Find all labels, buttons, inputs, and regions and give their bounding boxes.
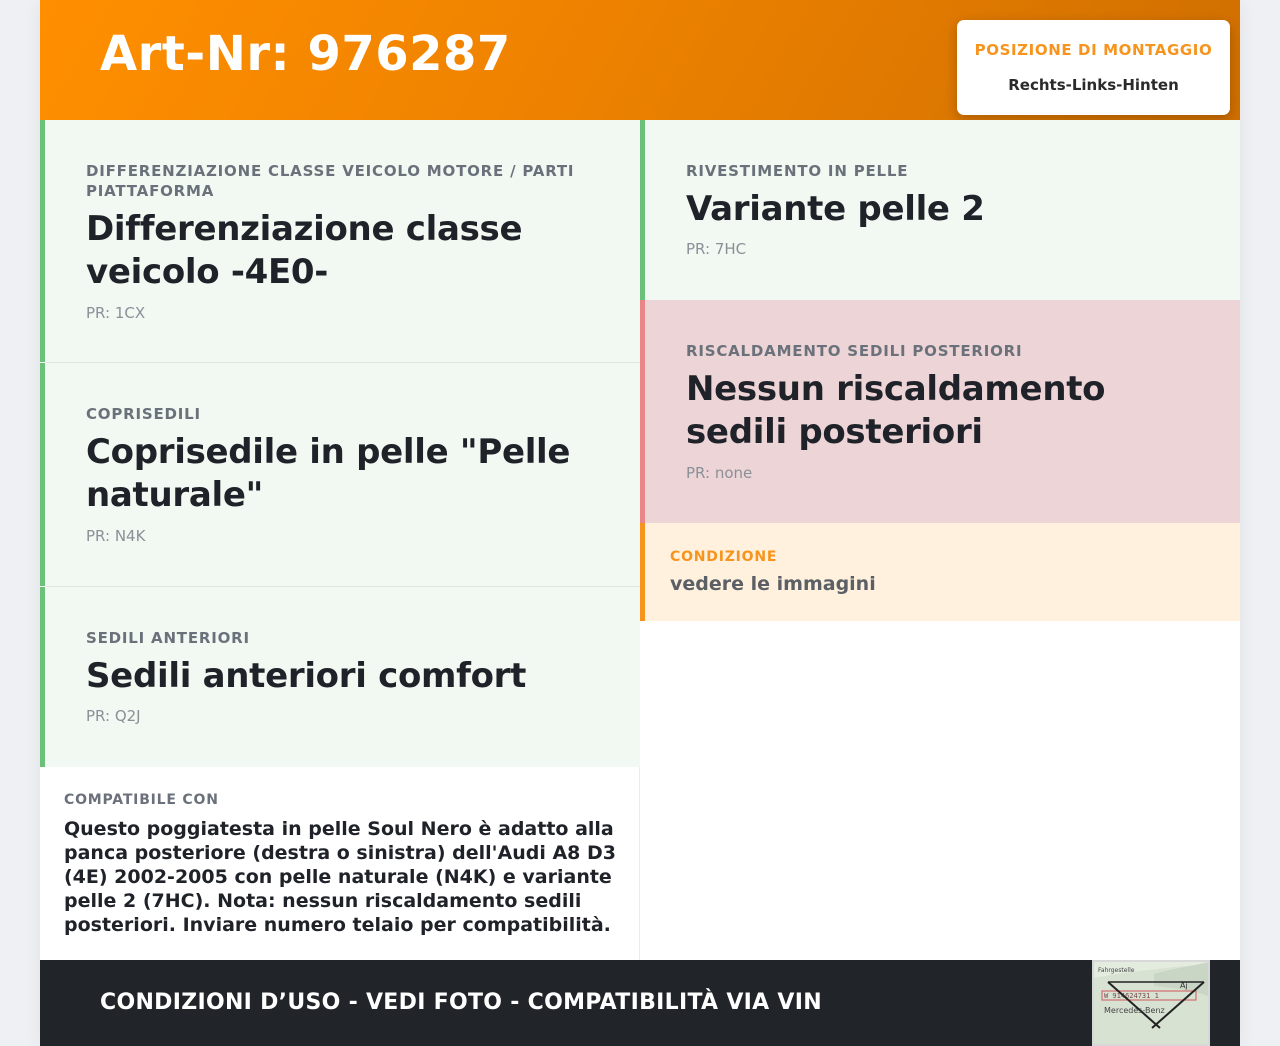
compatibility-label: COMPATIBILE CON (64, 792, 219, 808)
mounting-position-value: Rechts-Links-Hinten (1008, 76, 1179, 94)
vin-plate-heading: Fahrgestelle (1098, 967, 1135, 974)
spec-card-leather-trim (640, 120, 1240, 300)
spec-card-title: Sedili anteriori comfort (86, 656, 527, 696)
spec-card-pr-code: PR: 7HC (686, 240, 747, 258)
spec-card-pr-code: PR: Q2J (86, 707, 141, 725)
mounting-position-title: POSIZIONE DI MONTAGGIO (974, 41, 1213, 59)
footer-text: CONDIZIONI D’USO - VEDI FOTO - COMPATIBILITÀ VIA VIN (100, 990, 822, 1015)
mounting-position-card (957, 20, 1230, 115)
spec-card-rear-seat-heating (640, 300, 1240, 523)
spec-card-title: Differenziazione classe veicolo -4E0- (86, 209, 523, 292)
spec-card-title: Variante pelle 2 (686, 189, 985, 229)
spec-card-label: RIVESTIMENTO IN PELLE (686, 162, 909, 180)
compatibility-text: Questo poggiatesta in pelle Soul Nero è adatto alla panca posteriore (destra o sinistra) dell'Audi A8 D3 (4E) 2002-2005 con pelle naturale (N4K) e variante pelle 2 (7HC). Nota: nessun riscaldamento sedili posteriori. Inviare numero telaio per compatibilità. (64, 818, 616, 936)
spec-card-pr-code: PR: none (686, 464, 753, 482)
spec-card-label: SEDILI ANTERIORI (86, 629, 250, 647)
spec-card-label: DIFFERENZIAZIONE CLASSE VEICOLO MOTORE / PARTI PIATTAFORMA (86, 162, 575, 200)
spec-card-seat-covers (40, 363, 640, 586)
vin-plate-thumbnail[interactable] (1092, 960, 1210, 1046)
product-sheet (40, 0, 1240, 1046)
spec-card-pr-code: PR: N4K (86, 527, 146, 545)
vin-plate-image (1094, 962, 1208, 1044)
condition-value: vedere le immagini (670, 573, 876, 595)
vin-plate-right-text: Aj (1180, 981, 1188, 990)
spec-card-title: Nessun riscaldamento sedili posteriori (686, 369, 1106, 452)
spec-card-vehicle-class (40, 120, 640, 362)
spec-card-label: COPRISEDILI (86, 405, 201, 423)
article-number: Art-Nr: 976287 (100, 26, 511, 82)
spec-card-title: Coprisedile in pelle "Pelle naturale" (86, 432, 571, 515)
vin-plate-code: W 914624731 1 (1104, 992, 1159, 1000)
footer-bar (40, 960, 1240, 1046)
spec-card-pr-code: PR: 1CX (86, 304, 146, 322)
compatibility-section (40, 767, 640, 960)
condition-card (640, 523, 1240, 621)
spec-card-front-seats (40, 587, 640, 767)
condition-label: CONDIZIONE (670, 549, 778, 565)
header-bar (40, 0, 1240, 120)
spec-card-label: RISCALDAMENTO SEDILI POSTERIORI (686, 342, 1023, 360)
vin-plate-brand: Mercedes-Benz (1104, 1006, 1165, 1015)
